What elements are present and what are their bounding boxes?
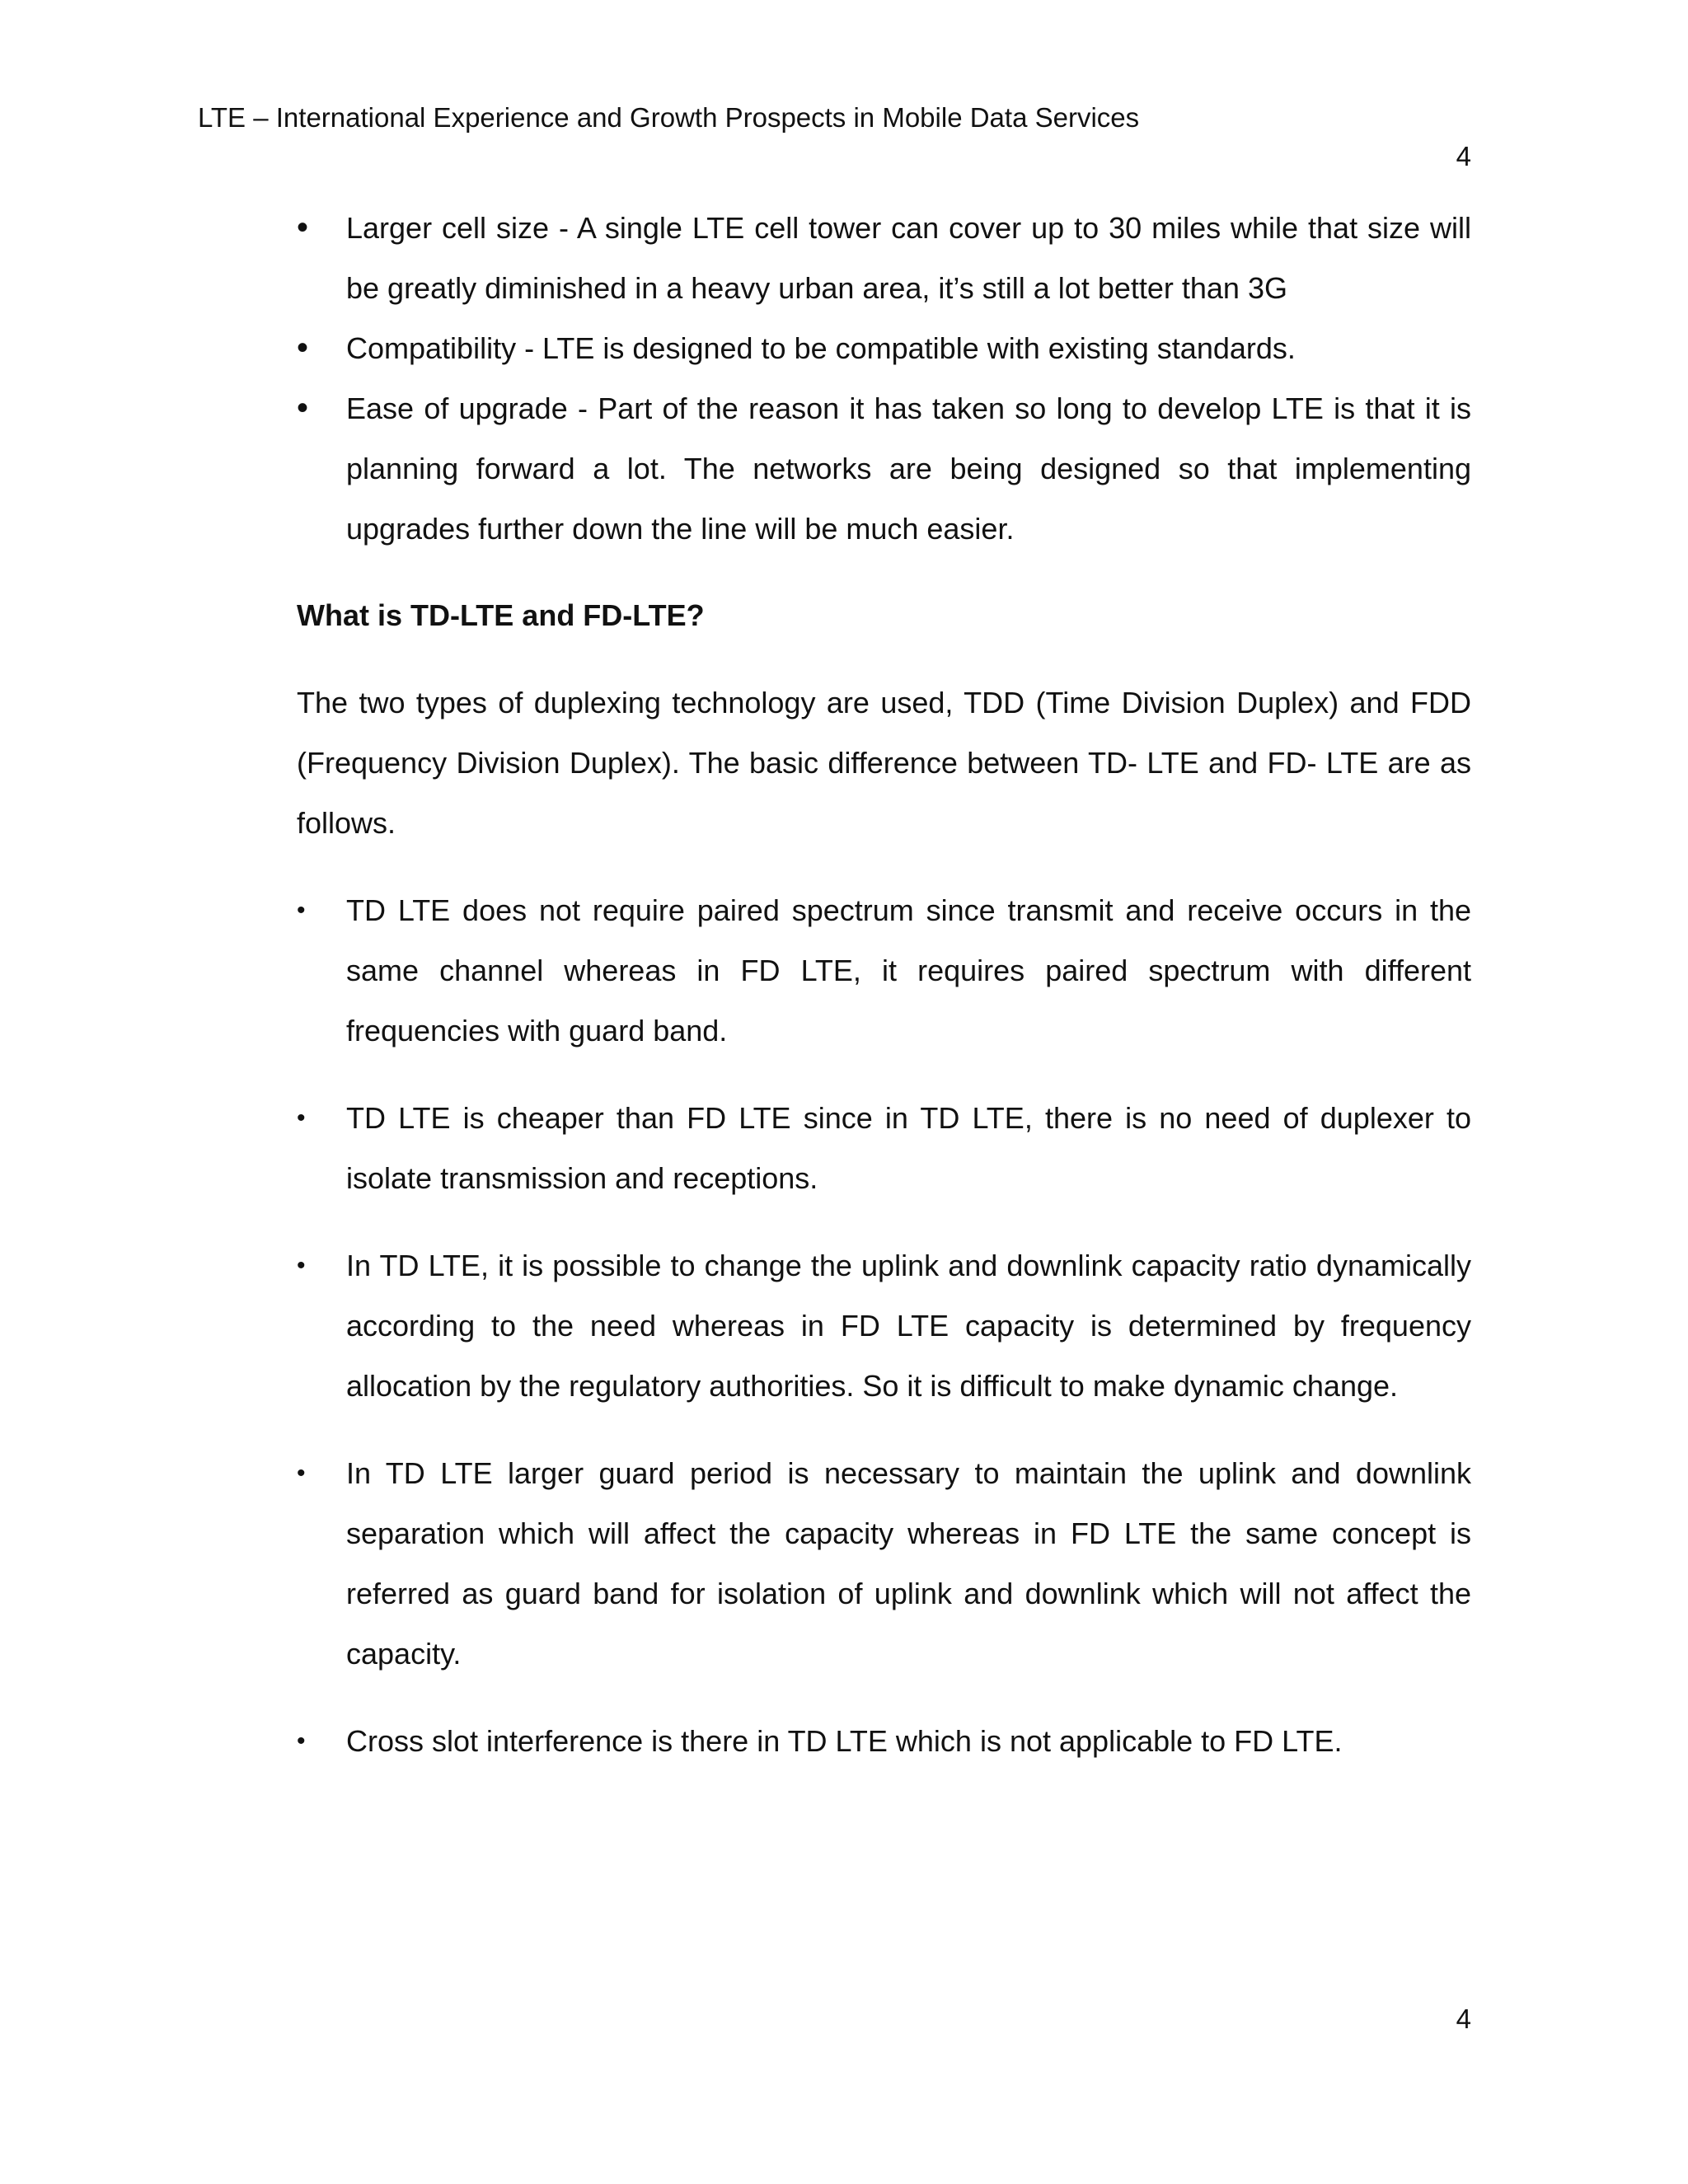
list-item-text: TD LTE is cheaper than FD LTE since in TD LTE, there is no need of duplexer to isolate transmission and receptions. <box>346 1101 1471 1195</box>
bullet-icon: • <box>297 330 309 366</box>
list-item <box>297 1443 1471 1684</box>
list-item-text: Cross slot interference is there in TD LTE which is not applicable to FD LTE. <box>346 1724 1343 1758</box>
list-item <box>297 880 1471 1061</box>
page-content <box>297 198 1471 1798</box>
bullet-icon: • <box>297 1460 306 1487</box>
list-item-text: Larger cell size - A single LTE cell tower can cover up to 30 miles while that size will be greatly diminished in a heavy urban area, it’s still a lot better than 3G <box>346 211 1471 305</box>
bullet-icon: • <box>297 1104 306 1132</box>
comparison-bullet-list <box>297 880 1471 1771</box>
running-header: LTE – International Experience and Growth Prospects in Mobile Data Services <box>198 102 1140 133</box>
list-item-text: In TD LTE, it is possible to change the uplink and downlink capacity ratio dynamically according to the need whereas in FD LTE capacity is determined by frequency allocation by the regulatory authorities. So it is difficult to make dynamic change. <box>346 1249 1471 1403</box>
bullet-icon: • <box>297 897 306 924</box>
bullet-icon: • <box>297 1252 306 1279</box>
bullet-icon: • <box>297 390 309 426</box>
list-item-text: Compatibility - LTE is designed to be compatible with existing standards. <box>346 331 1296 365</box>
list-item <box>297 318 1471 378</box>
bullet-icon: • <box>297 1727 306 1755</box>
list-item <box>297 378 1471 559</box>
list-item-text: Ease of upgrade - Part of the reason it has taken so long to develop LTE is that it is planning forward a lot. The networks are being designed so that implementing upgrades further down the line will be much easier. <box>346 391 1471 546</box>
list-item <box>297 1235 1471 1416</box>
list-item-text: In TD LTE larger guard period is necessary to maintain the uplink and downlink separation which will affect the capacity whereas in FD LTE the same concept is referred as guard band for isolation of uplink and downlink which will not affect the capacity. <box>346 1456 1471 1671</box>
section-paragraph: The two types of duplexing technology are used, TDD (Time Division Duplex) and FDD (Frequency Division Duplex). The basic difference between TD- LTE and FD- LTE are as follows. <box>297 686 1471 840</box>
page-number-top: 4 <box>1456 141 1471 171</box>
list-item <box>297 198 1471 318</box>
intro-bullet-list <box>297 198 1471 559</box>
bullet-icon: • <box>297 209 309 246</box>
section-heading: What is TD-LTE and FD-LTE? <box>297 598 705 632</box>
list-item <box>297 1711 1471 1771</box>
list-item <box>297 1088 1471 1208</box>
page-number-bottom: 4 <box>1456 2004 1471 2034</box>
list-item-text: TD LTE does not require paired spectrum since transmit and receive occurs in the same channel whereas in FD LTE, it requires paired spectrum with different frequencies with guard band. <box>346 893 1471 1047</box>
